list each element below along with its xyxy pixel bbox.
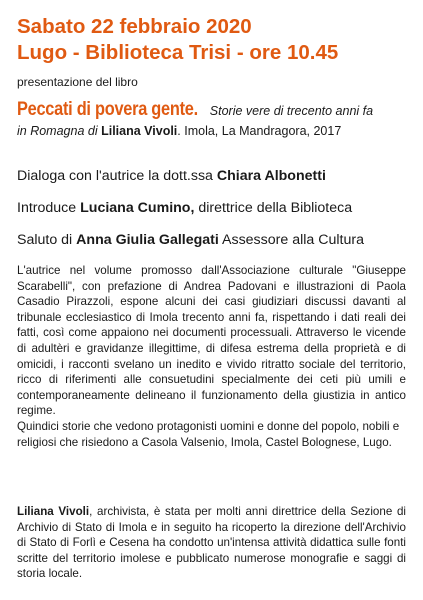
description-closing: Quindici storie che vedono protagonisti uomini e donne del popolo, nobili e religiosi che risiedono a Casola Valsenio, Imola, Castel Bolognese, Lugo. — [17, 419, 400, 449]
intro-text: presentazione del libro — [17, 75, 138, 89]
moderator-name: Chiara Albonetti — [216, 168, 326, 184]
book-subtitle-cont: in Romagna di — [17, 124, 98, 138]
book-publication: . Imola, La Mandragora, 2017 — [177, 124, 342, 138]
book-description — [17, 263, 406, 450]
description-body: L'autrice nel volume promosso dall'Associazione culturale "Giuseppe Scarabelli", con prefazione di Andrea Padovani e illustrazioni di Paola Casadio Pirazzoli, espone alcuni dei casi giudiziari discussi davanti al tribunale ecclesiastico di Imola trecento anni fa, rispettando i dati reali dei fatti, così come appaiono nei documenti processuali. Attraverso le vicende di adultèri e gravidanze illegittime, di difesa estrema della proprietà e di omicidi, i racconti svelano un inedito e vivido ritratto sociale del territorio, ricco di riferimenti alle consuetudini specialmente dei ceti più umili e contemporaneamente delineano il funzionamento della giustizia in antico regime. — [17, 264, 406, 418]
book-subtitle: Storie vere di trecento anni fa — [209, 104, 374, 118]
author-bio — [17, 504, 406, 582]
event-header — [17, 14, 338, 66]
event-date: Sabato 22 febbraio 2020 — [17, 15, 252, 38]
bio-text: , archivista, è stata per molti anni direttrice della Sezione di Archivio di Stato di Imola e in seguito ha ricoperto la direzione dell'Archivio di Stato di Forlì e Cesena ha condotto un'intensa attività didattica sulle fonti scritte del territorio imolese e pubblicato numerose monografie e saggi di storia locale. — [17, 505, 406, 581]
book-info — [17, 98, 412, 139]
bio-name: Liliana Vivoli — [17, 505, 90, 518]
credit-greeting: Saluto di Anna Giulia Gallegati Assessore alla Cultura — [17, 232, 364, 248]
credit-introducer: Introduce Luciana Cumino, direttrice della Biblioteca — [17, 200, 353, 216]
event-place-time: Lugo - Biblioteca Trisi - ore 10.45 — [17, 41, 339, 64]
credit-moderator: Dialoga con l'autrice la dott.ssa Chiara Albonetti — [17, 168, 326, 184]
introducer-name: Luciana Cumino, — [80, 200, 195, 216]
book-title: Peccati di povera gente. — [17, 99, 198, 120]
greeting-name: Anna Giulia Gallegati — [76, 232, 219, 248]
book-author: Liliana Vivoli — [101, 124, 178, 138]
